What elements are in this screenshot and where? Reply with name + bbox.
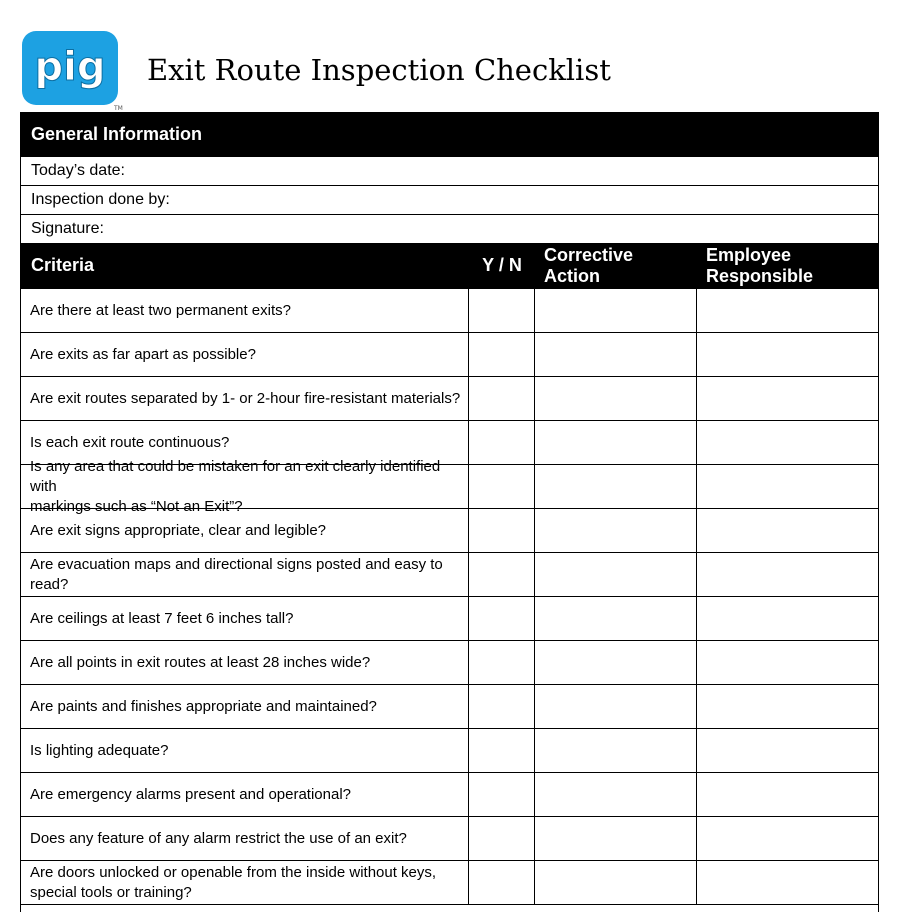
corrective-action-cell[interactable]: [535, 817, 697, 860]
table-row: [21, 377, 878, 421]
criteria-cell: [21, 377, 469, 420]
table-row: [21, 817, 878, 861]
svg-text:TM: TM: [114, 105, 123, 112]
yn-answer-cell[interactable]: [469, 333, 535, 376]
todays-date-field[interactable]: Today’s date:: [21, 157, 878, 186]
criteria-text: Are emergency alarms present and operational?: [30, 785, 352, 803]
table-row: [21, 861, 878, 905]
employee-responsible-cell[interactable]: [697, 861, 878, 904]
table-row: [21, 685, 878, 729]
criteria-cell: [21, 289, 469, 332]
table-row: [21, 333, 878, 377]
criteria-text: Are ceilings at least 7 feet 6 inches tall?: [30, 609, 294, 627]
logo-text: pig: [34, 44, 106, 90]
criteria-text: Are there at least two permanent exits?: [30, 301, 291, 319]
criteria-cell: [21, 597, 469, 640]
criteria-cell: [21, 641, 469, 684]
yn-answer-cell[interactable]: [469, 861, 535, 904]
yn-answer-cell[interactable]: [469, 773, 535, 816]
corrective-action-cell[interactable]: [535, 685, 697, 728]
criteria-text: Are doors unlocked or openable from the inside without keys,: [30, 863, 437, 881]
employee-responsible-cell[interactable]: [697, 377, 878, 420]
yn-answer-cell[interactable]: [469, 421, 535, 464]
corrective-action-cell[interactable]: [535, 597, 697, 640]
criteria-table: [21, 288, 878, 905]
corrective-action-cell[interactable]: [535, 553, 697, 596]
employee-responsible-column-header: Employee Responsible: [706, 245, 814, 286]
employee-responsible-cell[interactable]: [697, 465, 878, 508]
yn-answer-cell[interactable]: [469, 465, 535, 508]
table-row: [21, 773, 878, 817]
corrective-action-cell[interactable]: [535, 289, 697, 332]
criteria-text: Is any area that could be mistaken for an exit clearly identified with: [30, 457, 441, 495]
corrective-action-cell[interactable]: [535, 641, 697, 684]
criteria-cell: [21, 333, 469, 376]
employee-responsible-cell[interactable]: [697, 421, 878, 464]
criteria-cell: [21, 685, 469, 728]
employee-responsible-cell[interactable]: [697, 685, 878, 728]
criteria-text: Are exit signs appropriate, clear and legible?: [30, 521, 327, 539]
criteria-cell: [21, 509, 469, 552]
employee-responsible-cell[interactable]: [697, 817, 878, 860]
general-info-heading: General Information: [21, 112, 878, 157]
employee-responsible-cell[interactable]: [697, 553, 878, 596]
table-row: [21, 289, 878, 333]
yn-answer-cell[interactable]: [469, 509, 535, 552]
criteria-cell: [21, 861, 469, 904]
inspection-done-by-field[interactable]: Inspection done by:: [21, 186, 878, 215]
yn-answer-cell[interactable]: [469, 641, 535, 684]
criteria-cell: [21, 457, 469, 515]
corrective-action-cell[interactable]: [535, 421, 697, 464]
corrective-action-cell[interactable]: [535, 509, 697, 552]
yn-answer-cell[interactable]: [469, 289, 535, 332]
corrective-action-cell[interactable]: [535, 861, 697, 904]
employee-responsible-cell[interactable]: [697, 641, 878, 684]
employee-responsible-cell[interactable]: [697, 333, 878, 376]
criteria-text: Is lighting adequate?: [30, 741, 169, 759]
yn-answer-cell[interactable]: [469, 685, 535, 728]
table-row: [21, 457, 878, 515]
criteria-cell: [21, 773, 469, 816]
criteria-text: Are evacuation maps and directional signs posted and easy to read?: [30, 555, 443, 593]
corrective-action-cell[interactable]: [535, 773, 697, 816]
criteria-text: Are exits as far apart as possible?: [30, 345, 256, 363]
pig-logo: [21, 30, 123, 112]
corrective-action-cell[interactable]: [535, 333, 697, 376]
checklist-form: [20, 112, 879, 912]
yn-answer-cell[interactable]: [469, 817, 535, 860]
signature-field[interactable]: Signature:: [31, 220, 104, 237]
criteria-text: Are all points in exit routes at least 28 inches wide?: [30, 653, 371, 671]
criteria-text: markings such as “Not an Exit”?: [30, 497, 243, 515]
criteria-cell: [21, 553, 469, 596]
table-row: [21, 641, 878, 685]
employee-responsible-cell[interactable]: [697, 729, 878, 772]
employee-responsible-cell[interactable]: [697, 289, 878, 332]
criteria-column-header: Criteria: [31, 255, 95, 275]
general-info-fields: [21, 157, 878, 243]
criteria-text: Are paints and finishes appropriate and maintained?: [30, 697, 377, 715]
corrective-action-column-header: Corrective Action: [544, 245, 634, 286]
criteria-text: Are exit routes separated by 1- or 2-hour fire-resistant materials?: [30, 389, 461, 407]
employee-responsible-cell[interactable]: [697, 597, 878, 640]
criteria-text: Does any feature of any alarm restrict the use of an exit?: [30, 829, 407, 847]
yn-answer-cell[interactable]: [469, 597, 535, 640]
yn-answer-cell[interactable]: [469, 377, 535, 420]
yn-answer-cell[interactable]: [469, 729, 535, 772]
yn-answer-cell[interactable]: [469, 553, 535, 596]
table-row: [21, 729, 878, 773]
table-row: [21, 553, 878, 597]
corrective-action-cell[interactable]: [535, 729, 697, 772]
criteria-text: special tools or training?: [30, 883, 192, 901]
table-row: [21, 509, 878, 553]
criteria-header-row: [21, 243, 878, 288]
employee-responsible-cell[interactable]: [697, 509, 878, 552]
corrective-action-cell[interactable]: [535, 465, 697, 508]
table-row: [21, 597, 878, 641]
corrective-action-cell[interactable]: [535, 377, 697, 420]
criteria-text: Is each exit route continuous?: [30, 433, 230, 451]
page-title: Exit Route Inspection Checklist: [147, 53, 611, 87]
yn-column-header: Y / N: [482, 255, 522, 275]
criteria-cell: [21, 817, 469, 860]
criteria-cell: [21, 729, 469, 772]
employee-responsible-cell[interactable]: [697, 773, 878, 816]
